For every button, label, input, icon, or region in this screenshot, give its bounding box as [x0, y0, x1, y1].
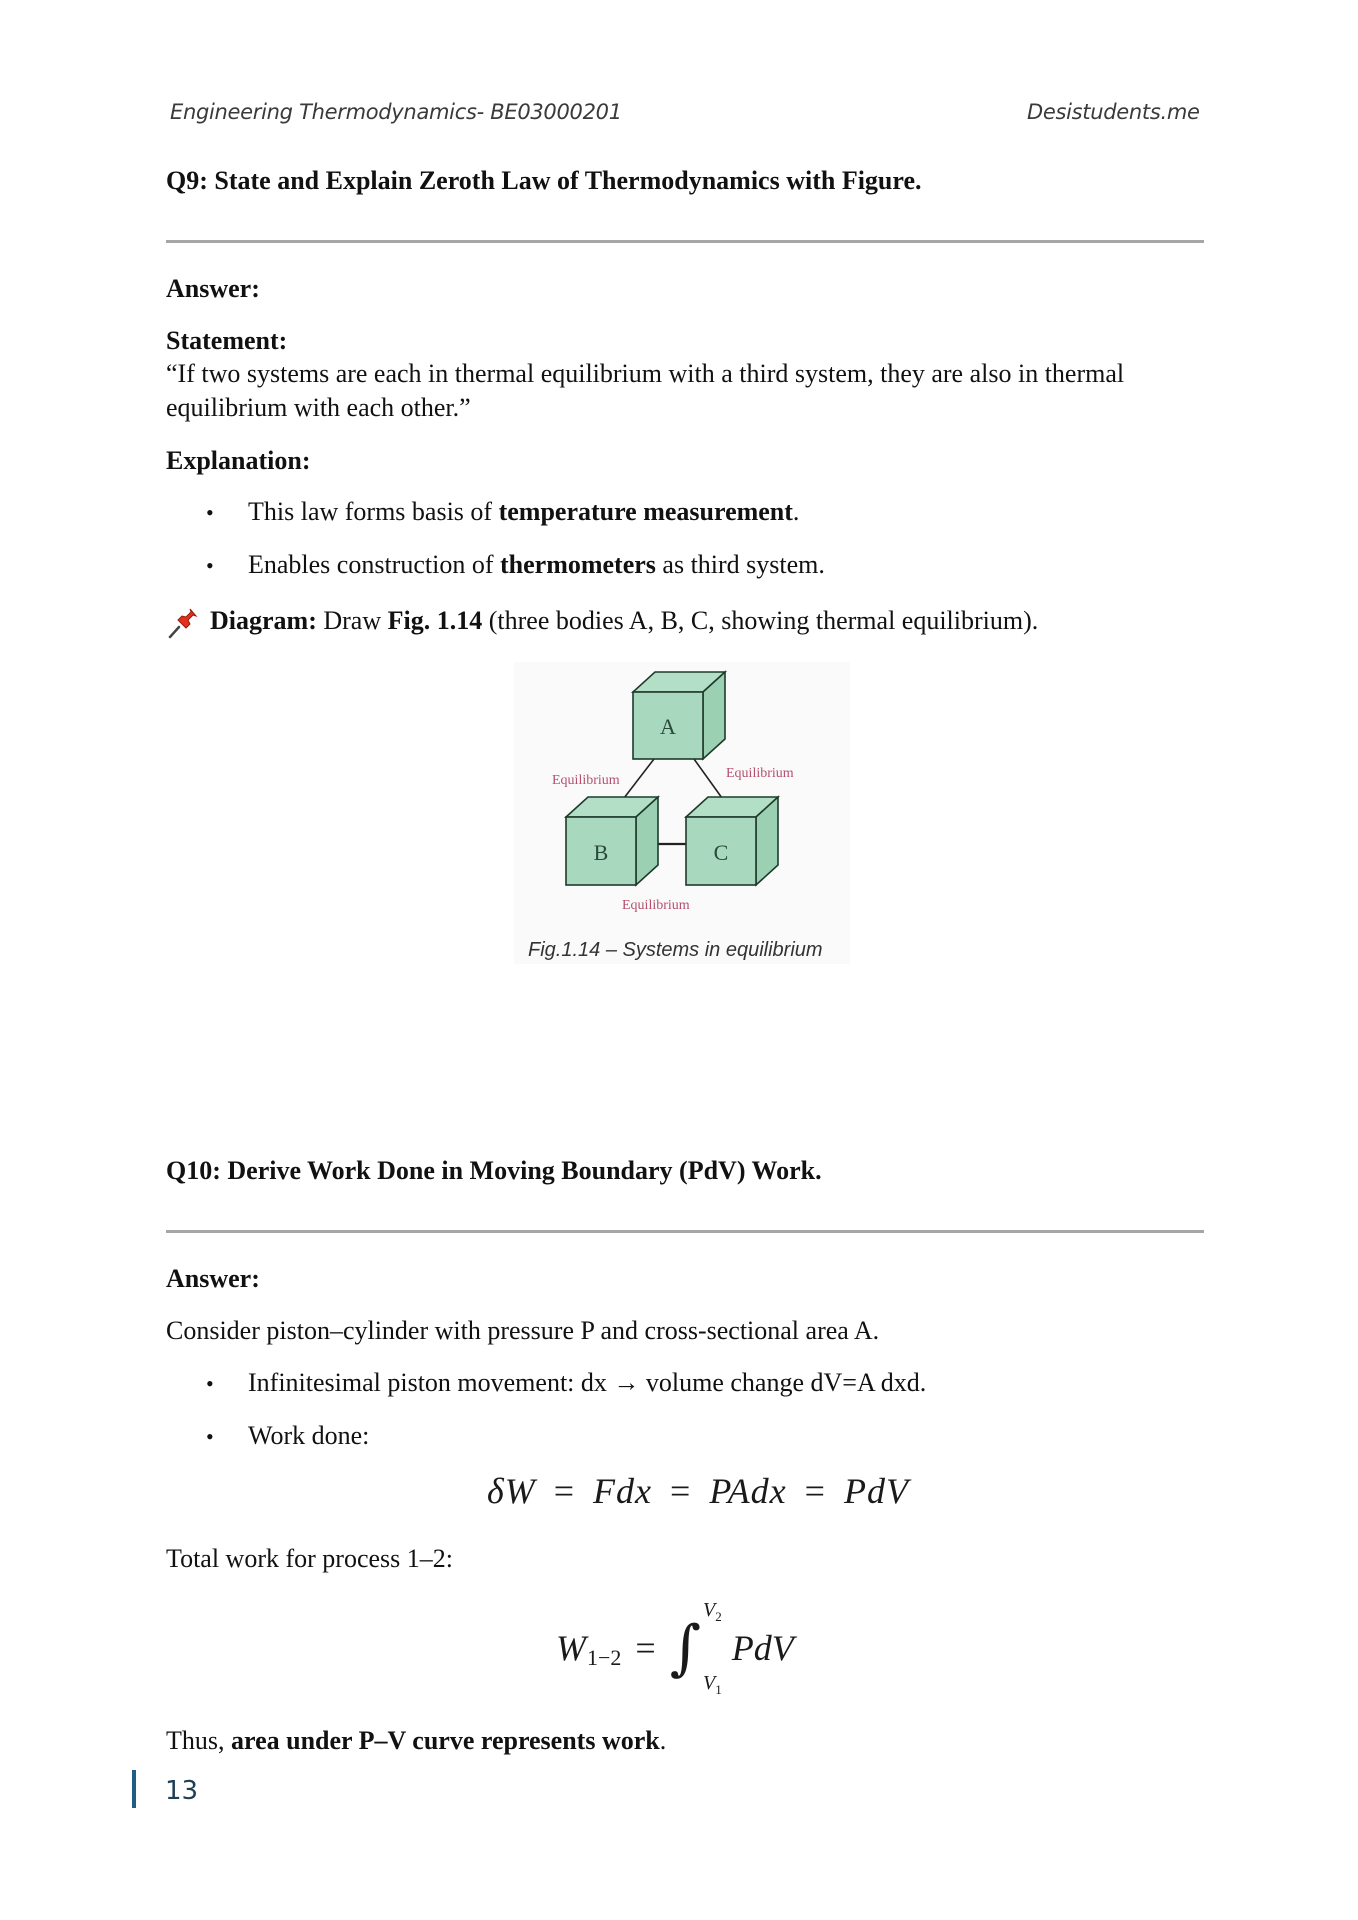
list-item	[248, 497, 799, 527]
eq2-lhs-group	[556, 1627, 621, 1669]
lower-limit-var: V	[703, 1672, 716, 1694]
list-item-text: Enables construction of	[248, 550, 500, 579]
eq-sign: =	[670, 1471, 692, 1511]
conclusion-bold: area under P–V curve represents work	[231, 1726, 660, 1755]
list-item-bold: temperature measurement	[498, 497, 793, 526]
integral-group	[670, 1600, 722, 1696]
statement-label: Statement:	[166, 326, 288, 355]
integral-limits	[703, 1600, 722, 1696]
bullet-icon: •	[206, 500, 214, 525]
diagram-note-text: (three bodies A, B, C, showing thermal equilibrium).	[482, 606, 1039, 635]
equilibrium-label-ac: Equilibrium	[726, 766, 794, 781]
header-course-title: Engineering Thermodynamics- BE03000201	[170, 100, 622, 124]
diagram-note-text: Draw	[316, 606, 388, 635]
equilibrium-figure	[514, 662, 850, 964]
equilibrium-label-ab: Equilibrium	[552, 773, 620, 788]
conclusion	[166, 1726, 666, 1756]
link-a-b	[624, 759, 654, 798]
integrand: PdV	[731, 1628, 794, 1668]
page-number-accent-bar	[132, 1770, 136, 1808]
statement-text-line2: equilibrium with each other.”	[166, 393, 471, 422]
eq-sign: =	[804, 1471, 826, 1511]
lower-limit-sub: 1	[715, 1682, 722, 1697]
cube-c	[686, 797, 778, 885]
q10-intro: Consider piston–cylinder with pressure P and cross-sectional area A.	[166, 1316, 880, 1345]
lower-limit	[703, 1673, 722, 1696]
q10-heading: Q10: Derive Work Done in Moving Boundary (PdV) Work.	[166, 1156, 822, 1185]
page-number: 13	[165, 1776, 199, 1806]
header-site-name: Desistudents.me	[1027, 100, 1200, 124]
bullet-icon: •	[206, 1424, 214, 1449]
upper-limit-var: V	[703, 1599, 716, 1621]
integral-sign: ∫	[669, 1613, 701, 1683]
q10-answer-label: Answer:	[166, 1264, 260, 1293]
pushpin-icon	[166, 606, 200, 640]
eq2-sign: =	[635, 1628, 656, 1668]
integral-equation	[556, 1600, 794, 1696]
total-work-label: Total work for process 1–2:	[166, 1544, 454, 1573]
list-item: Infinitesimal piston movement: dx → volume change dV=A dxd.	[248, 1368, 927, 1397]
body-label-c: C	[713, 840, 729, 865]
list-item-bold: thermometers	[500, 550, 656, 579]
upper-limit	[703, 1600, 722, 1623]
figure-caption: Fig.1.14 – Systems in equilibrium	[528, 939, 823, 961]
eq2-lhs: W	[556, 1628, 586, 1668]
q9-answer-label: Answer:	[166, 274, 260, 303]
list-item-text: as third system.	[655, 550, 825, 579]
list-item-text: This law forms basis of	[248, 497, 499, 526]
q10-divider	[166, 1230, 1204, 1233]
list-item-text: .	[792, 497, 800, 526]
q9-heading: Q9: State and Explain Zeroth Law of Thermodynamics with Figure.	[166, 166, 922, 195]
eq-term: Fdx	[593, 1471, 653, 1511]
body-label-a: A	[660, 714, 676, 739]
diagram-note	[210, 606, 1038, 636]
diagram-label: Diagram:	[210, 606, 317, 635]
bullet-icon: •	[206, 553, 214, 578]
cube-a	[633, 672, 725, 759]
eq2-lhs-subscript: 1−2	[587, 1645, 622, 1670]
q9-divider	[166, 240, 1204, 243]
link-a-c	[694, 759, 722, 798]
list-item: Work done:	[248, 1421, 370, 1450]
eq-sign: =	[553, 1471, 576, 1511]
eq-term: PAdx	[709, 1471, 787, 1511]
list-item	[248, 550, 825, 580]
eq-lhs: δW	[487, 1471, 536, 1511]
eq-term: PdV	[843, 1471, 909, 1511]
statement-text-line1: “If two systems are each in thermal equilibrium with a third system, they are also in thermal	[166, 359, 1125, 388]
conclusion-text: .	[659, 1726, 667, 1755]
explanation-label: Explanation:	[166, 446, 311, 475]
cube-b	[566, 797, 658, 885]
equilibrium-label-bc: Equilibrium	[622, 898, 690, 913]
work-equation	[487, 1470, 909, 1512]
bullet-icon: •	[206, 1371, 214, 1396]
conclusion-text: Thus,	[166, 1726, 231, 1755]
body-label-b: B	[593, 840, 609, 865]
figure-reference: Fig. 1.14	[387, 606, 483, 635]
upper-limit-sub: 2	[715, 1609, 722, 1624]
